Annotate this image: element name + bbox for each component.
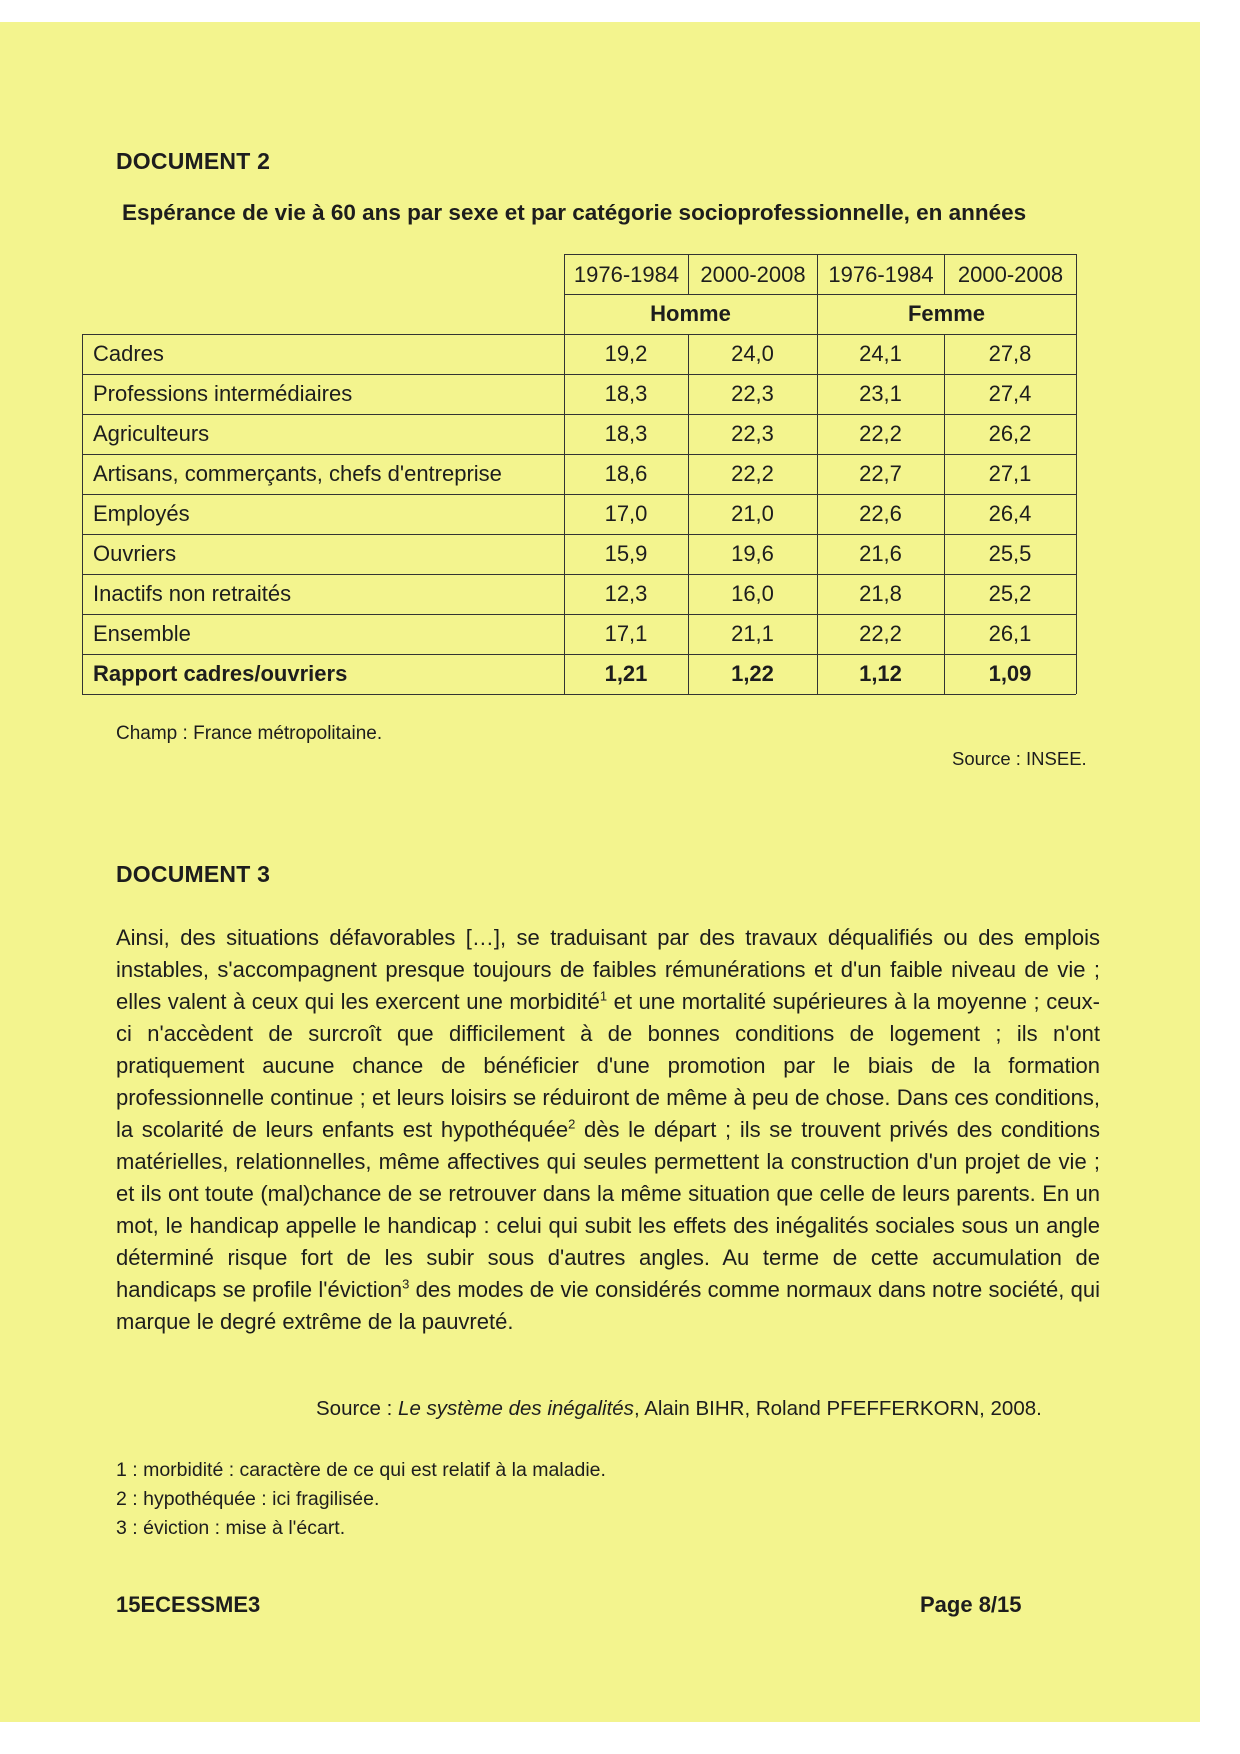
table-rule bbox=[82, 694, 1076, 695]
doc3-paragraph bbox=[116, 922, 1100, 1338]
table-cell: 18,6 bbox=[604, 461, 648, 486]
table-cell: 18,3 bbox=[604, 421, 648, 446]
period-header-femme-2: 2000-2008 bbox=[944, 254, 1076, 294]
footnote-1: 1 : morbidité : caractère de ce qui est relatif à la maladie. bbox=[116, 1459, 606, 1481]
source-insee: Source : INSEE. bbox=[952, 748, 1087, 769]
footnote-2: 2 : hypothéquée : ici fragilisée. bbox=[116, 1488, 380, 1510]
table-cell: 22,6 bbox=[859, 501, 902, 526]
footnote-ref: 2 bbox=[568, 1116, 576, 1132]
table-cell: 25,5 bbox=[988, 541, 1032, 566]
period-header-femme-1: 1976-1984 bbox=[817, 254, 944, 294]
period-header-homme-2: 2000-2008 bbox=[688, 254, 817, 294]
table-cell: 21,6 bbox=[859, 541, 902, 566]
table-cell: 22,3 bbox=[731, 421, 774, 446]
sex-header-femme: Femme bbox=[907, 301, 986, 326]
table-cell: 19,6 bbox=[731, 541, 774, 566]
paragraph-part: dès le départ ; ils se trouvent privés des conditions matérielles, relationnelles, même affectives qui seules permettent la construction d'un projet de vie ; et ils ont toute (mal)chance de se retrouver dans la même situation que celle de leurs parents. En un mot, le handicap appelle le handicap : celui qui subit les effets des inégalités sociales sous un angle déterminé risque fort de les subir sous d'autres angles. Au terme de cette accumulation de handicaps se profile l'éviction bbox=[116, 1117, 1100, 1302]
table-rule bbox=[688, 254, 689, 294]
table-cell: 21,0 bbox=[731, 501, 774, 526]
table-cell: 22,7 bbox=[859, 461, 902, 486]
footnote-ref: 3 bbox=[402, 1276, 410, 1292]
table-cell: 25,2 bbox=[988, 581, 1032, 606]
table-cell: 26,1 bbox=[988, 621, 1032, 646]
row-label: Professions intermédiaires bbox=[93, 381, 353, 406]
paragraph-part: Ainsi, des situations défavorables […], se traduisant par des travaux déqualifiés ou des emplois instables, s'accompagnent presque toujours de faibles rémunérations et d'un faible niveau de vie ; elles valent à ceux qui les exercent une morbidité bbox=[116, 925, 1100, 1014]
table-cell: 24,0 bbox=[731, 341, 774, 366]
table-cell: 22,3 bbox=[731, 381, 774, 406]
table-cell: 1,21 bbox=[604, 661, 648, 686]
table-cell: 19,2 bbox=[604, 341, 648, 366]
table-cell: 27,4 bbox=[988, 381, 1032, 406]
table-rule bbox=[564, 254, 1076, 255]
row-label: Employés bbox=[93, 501, 190, 526]
table-cell: 1,22 bbox=[731, 661, 774, 686]
row-label: Ensemble bbox=[93, 621, 191, 646]
table-cell: 18,3 bbox=[604, 381, 648, 406]
footnote-ref: 1 bbox=[599, 988, 608, 1004]
champ-note: Champ : France métropolitaine. bbox=[116, 723, 383, 744]
table-cell: 17,0 bbox=[604, 501, 648, 526]
table-rule bbox=[1076, 254, 1077, 694]
doc3-source bbox=[316, 1397, 1042, 1421]
table-cell: 16,0 bbox=[731, 581, 774, 606]
row-label: Artisans, commerçants, chefs d'entreprise bbox=[93, 461, 502, 486]
footer-code: 15ECESSME3 bbox=[116, 1592, 261, 1617]
period-header-homme-1: 1976-1984 bbox=[564, 254, 688, 294]
source-prefix: Source : bbox=[316, 1397, 399, 1420]
source-title: Le système des inégalités bbox=[398, 1397, 634, 1420]
table-cell: 27,8 bbox=[988, 341, 1032, 366]
row-label: Inactifs non retraités bbox=[93, 581, 292, 606]
footnote-3: 3 : éviction : mise à l'écart. bbox=[116, 1517, 346, 1539]
table-cell: 1,09 bbox=[988, 661, 1032, 686]
table-cell: 17,1 bbox=[604, 621, 648, 646]
table-cell: 22,2 bbox=[859, 421, 902, 446]
table-cell: 23,1 bbox=[859, 381, 902, 406]
table-cell: 1,12 bbox=[859, 661, 902, 686]
table-cell: 21,8 bbox=[859, 581, 902, 606]
row-label: Agriculteurs bbox=[93, 421, 210, 446]
table-cell: 12,3 bbox=[604, 581, 648, 606]
table-cell: 22,2 bbox=[731, 461, 774, 486]
doc3-heading: DOCUMENT 3 bbox=[116, 861, 271, 887]
life-expectancy-table bbox=[82, 254, 1135, 696]
row-label: Cadres bbox=[93, 341, 164, 366]
doc2-heading: DOCUMENT 2 bbox=[116, 148, 271, 174]
table-cell: 26,4 bbox=[988, 501, 1032, 526]
paragraph-part: et une mortalité supérieures à la moyenne ; ceux-ci n'accèdent de surcroît que difficilement à de bonnes conditions de logement ; ils n'ont pratiquement aucune chance de bénéficier d'une promotion par le biais de la formation professionnelle continue ; et leurs loisirs se réduiront de même à peu de chose. Dans ces conditions, la scolarité de leurs enfants est hypothéquée bbox=[116, 989, 1100, 1142]
table-cell: 22,2 bbox=[859, 621, 902, 646]
table-rule bbox=[944, 254, 945, 294]
table-rule bbox=[564, 294, 1076, 295]
footer-page: Page 8/15 bbox=[920, 1592, 1022, 1617]
table-cell: 26,2 bbox=[988, 421, 1032, 446]
sex-header-homme: Homme bbox=[650, 301, 731, 326]
paragraph-part: des modes de vie considérés comme normaux dans notre société, qui marque le degré extrême de la pauvreté. bbox=[116, 1277, 1100, 1334]
table-cell: 21,1 bbox=[731, 621, 774, 646]
table-cell: 27,1 bbox=[988, 461, 1032, 486]
table-title: Espérance de vie à 60 ans par sexe et par catégorie socioprofessionnelle, en années bbox=[122, 200, 1027, 225]
table-cell: 15,9 bbox=[604, 541, 648, 566]
source-suffix: , Alain BIHR, Roland PFEFFERKORN, 2008. bbox=[633, 1397, 1042, 1420]
table-cell: 24,1 bbox=[859, 341, 902, 366]
row-label: Rapport cadres/ouvriers bbox=[93, 661, 348, 686]
row-label: Ouvriers bbox=[93, 541, 177, 566]
